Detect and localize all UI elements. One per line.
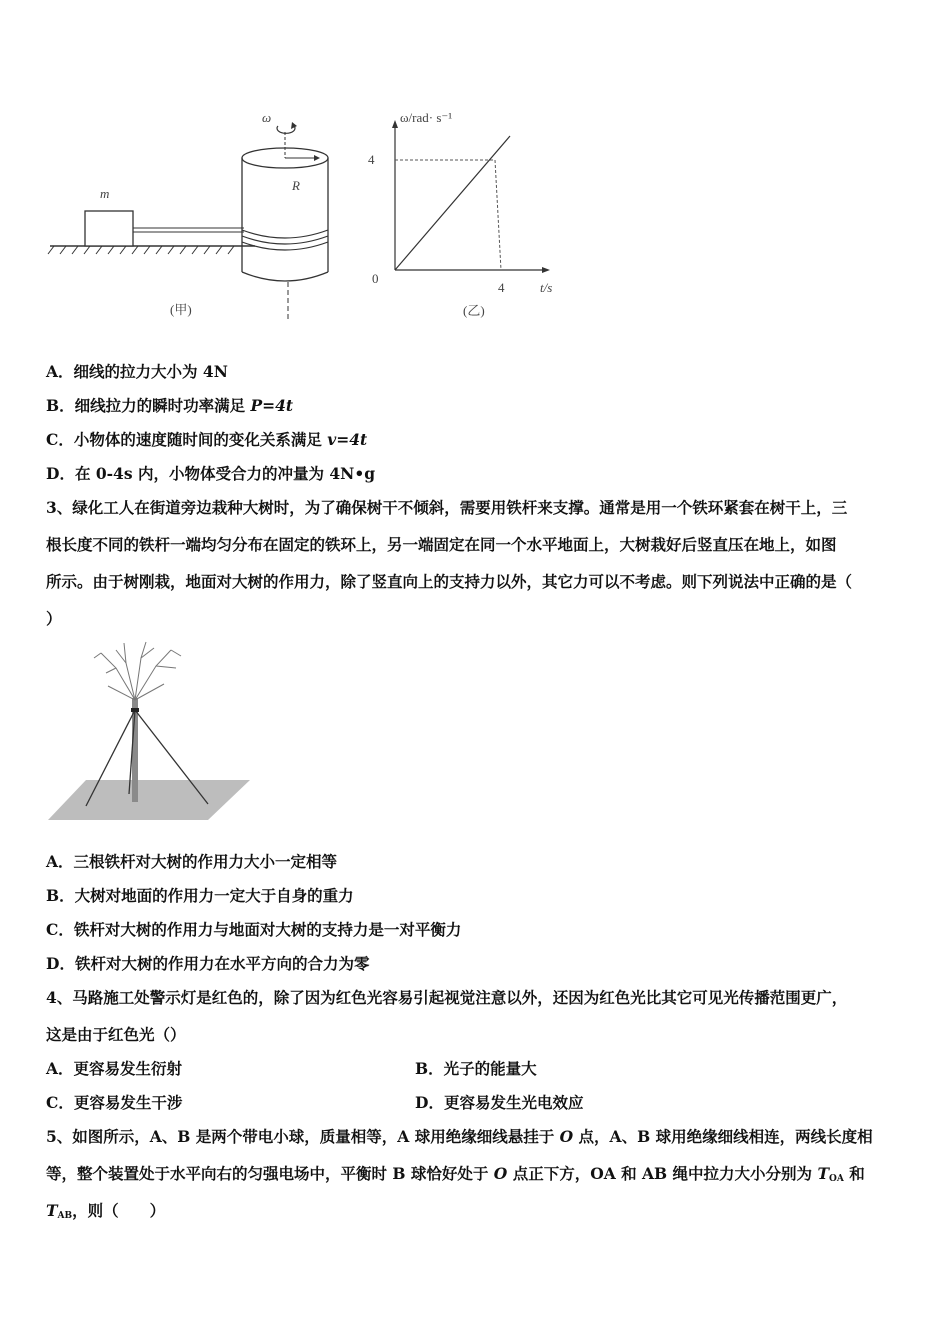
q3-option-a: A．三根铁杆对大树的作用力大小一定相等 — [46, 852, 338, 871]
ground-hatch — [48, 246, 234, 254]
block-m — [85, 211, 133, 246]
q3-stem-line-1: 3、绿化工人在街道旁边栽种大树时，为了确保树干不倾斜，需要用铁杆来支撑。通常是用一个铁环紧套在树干上，三 — [46, 498, 848, 517]
omega-line — [395, 136, 510, 270]
q2-option-a: A．细线的拉力大小为 4N — [46, 362, 228, 381]
q5-stem-line-1: 5、如图所示，A、B 是两个带电小球，质量相等，A 球用绝缘细线悬挂于 O 点，A、B 球用绝缘细线相连，两线长度相 — [46, 1127, 873, 1146]
q4-stem-line-1: 4、马路施工处警示灯是红色的，除了因为红色光容易引起视觉注意以外，还因为红色光比其它可见光传播范围更广， — [46, 988, 848, 1007]
omega-label: ω — [262, 110, 272, 125]
origin-label: 0 — [372, 271, 379, 286]
figure-yi — [360, 100, 580, 330]
q3-stem-line-2: 根长度不同的铁杆一端均匀分布在固定的铁环上，另一端固定在同一个水平地面上，大树栽好后竖直压在地上，如图 — [46, 535, 837, 554]
q3-option-b: B．大树对地面的作用力一定大于自身的重力 — [46, 886, 354, 905]
y-axis-label: ω/rad· s⁻¹ — [400, 110, 453, 125]
q4-stem-line-2: 这是由于红色光（） — [46, 1025, 186, 1044]
q2-option-c: C．小物体的速度随时间的变化关系满足 v=4t — [46, 430, 368, 449]
figure-tree — [46, 638, 256, 828]
x-tick-label: 4 — [498, 280, 505, 295]
mass-label: m — [100, 186, 110, 201]
q3-option-d: D．铁杆对大树的作用力在水平方向的合力为零 — [46, 954, 370, 973]
q4-option-a: A．更容易发生衍射 — [46, 1059, 183, 1078]
caption-jia: (甲) — [170, 302, 192, 317]
q4-option-c: C．更容易发生干涉 — [46, 1093, 183, 1112]
q2-option-b: B．细线拉力的瞬时功率满足 P=4t — [46, 396, 294, 415]
ground-plane — [48, 780, 250, 820]
cylinder-bottom — [242, 272, 328, 281]
q5-stem-line-3: $T_{AB}$，则（ ） — [46, 1201, 166, 1221]
caption-yi: (乙) — [463, 303, 485, 318]
q4-option-b: B．光子的能量大 — [415, 1059, 537, 1078]
iron-ring — [131, 708, 139, 712]
q3-stem-line-3: 所示。由于树刚栽，地面对大树的作用力，除了竖直向上的支持力以外，其它力可以不考虑。则下列说法中正确的是（ — [46, 572, 853, 591]
radius-label: R — [292, 178, 300, 193]
tree-branches — [94, 642, 181, 700]
y-tick-label: 4 — [368, 152, 375, 167]
x-axis-label: t/s — [540, 280, 553, 295]
q5-stem-line-2: 等，整个装置处于水平向右的匀强电场中，平衡时 B 球恰好处于 O 点正下方，OA 和 AB 绳中拉力大小分别为 $T_{OA}$ 和 — [46, 1164, 865, 1184]
q3-stem-line-4: ） — [46, 609, 62, 628]
q2-option-d: D．在 0-4s 内，小物体受合力的冲量为 4N•g — [46, 464, 376, 483]
q3-option-c: C．铁杆对大树的作用力与地面对大树的支持力是一对平衡力 — [46, 920, 462, 939]
figure-jia — [40, 100, 360, 330]
q4-option-d: D．更容易发生光电效应 — [415, 1093, 584, 1112]
